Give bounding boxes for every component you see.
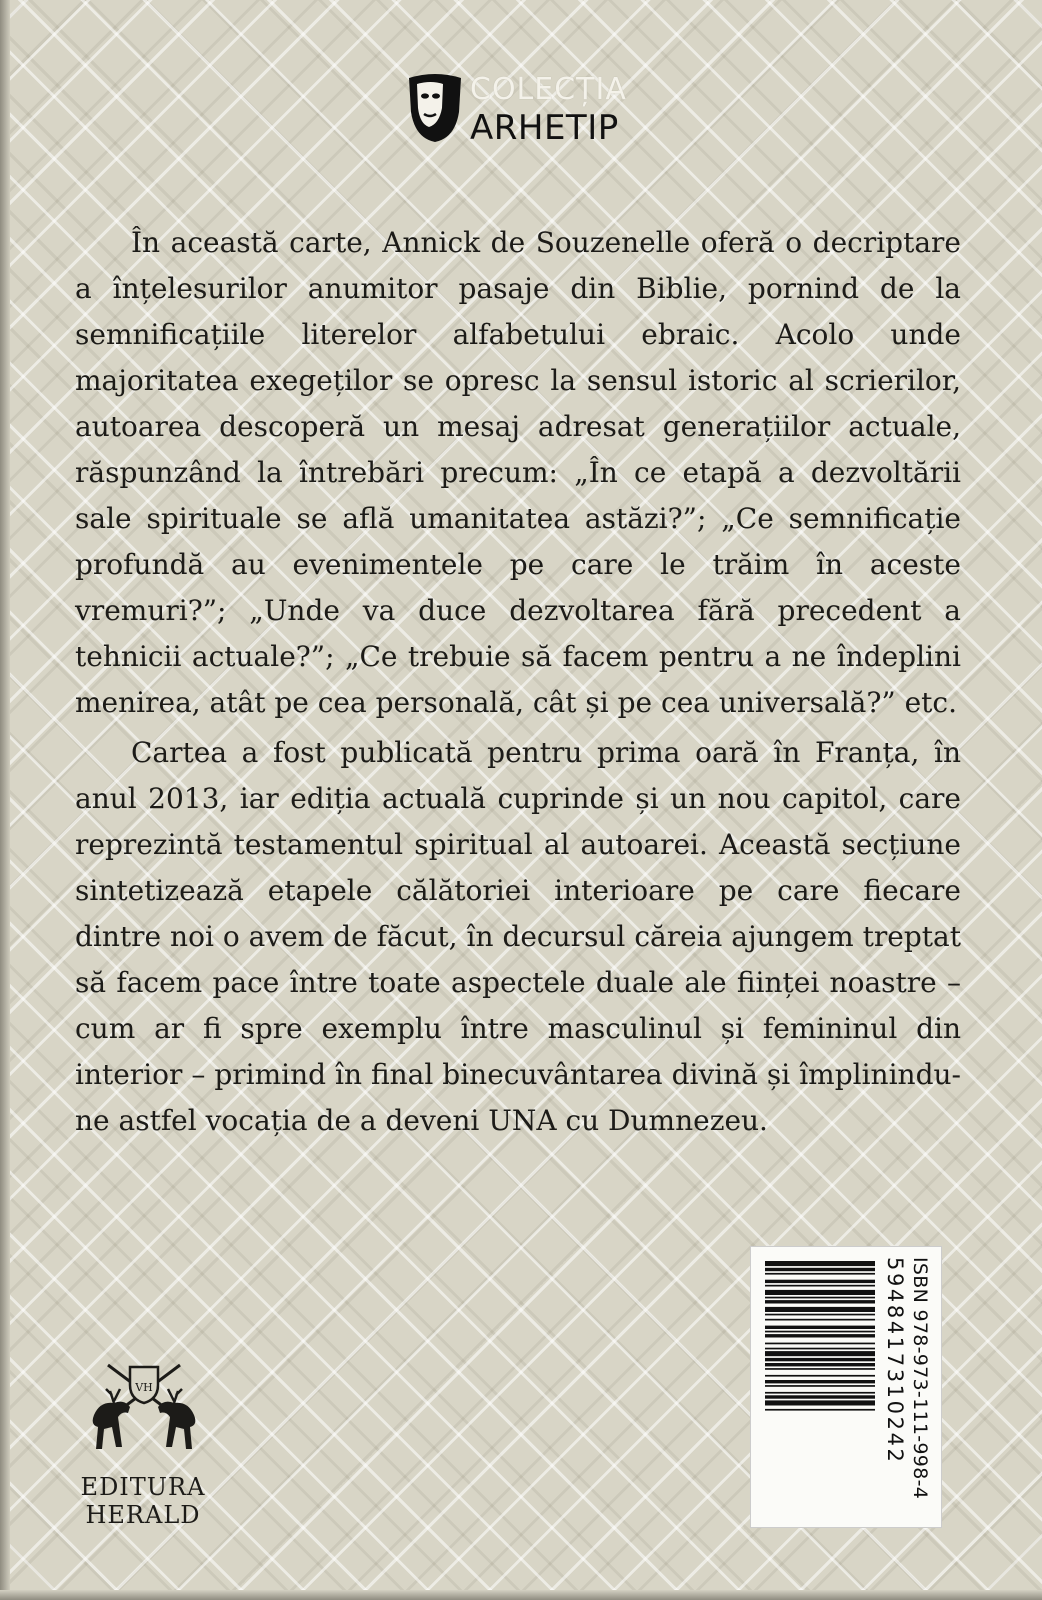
collection-label: COLECȚIA — [470, 72, 627, 107]
barcode-bar — [765, 1273, 875, 1275]
barcode-bar — [765, 1280, 875, 1283]
barcode-bar — [765, 1314, 875, 1316]
barcode-bar — [765, 1331, 875, 1333]
barcode-bar — [765, 1290, 875, 1295]
barcode-bar — [765, 1300, 875, 1303]
isbn-number: ISBN 978-973-111-998-4 — [909, 1257, 931, 1500]
barcode-bar — [765, 1334, 875, 1337]
publisher-logo — [78, 1355, 208, 1535]
barcode-bar — [765, 1319, 875, 1321]
barcode-bar — [765, 1380, 875, 1383]
barcode-bar — [765, 1285, 875, 1287]
collection-logo — [405, 70, 635, 150]
barcode-bar — [765, 1343, 875, 1345]
barcode-bar — [765, 1375, 875, 1377]
barcode-bar — [765, 1385, 875, 1387]
back-cover-blurb — [75, 220, 961, 1148]
barcode-label — [750, 1246, 942, 1528]
cover-left-edge — [0, 0, 10, 1600]
collection-title: ARHETIP — [470, 108, 619, 148]
barcode-bar — [765, 1297, 875, 1299]
barcode-rotated-group — [761, 1257, 931, 1517]
barcode-bar — [765, 1261, 875, 1266]
emblem-monogram: VH — [135, 1381, 153, 1394]
blurb-paragraph-2: Cartea a fost publicată pentru prima oară în Franța, în anul 2013, iar ediția actuală cuprinde și un nou capitol, care reprezintă testamentul spiritual al autoarei. Această secțiune sintetizează etapele călătoriei interioare pe care fiecare dintre noi o avem de făcut, în decursul căreia ajungem treptat să facem pace între toate aspectele duale ale ființei noastre – cum ar fi spre exemplu între masculinul și femininul din interior – primind în final binecuvântarea divină și împlinindu-ne astfel vocația de a deveni UNA cu Dumnezeu. — [75, 736, 961, 1137]
blurb-paragraph-1: În această carte, Annick de Souzenelle oferă o decriptare a înțelesurilor anumitor pasaje din Biblie, pornind de la semnificațiile literelor alfabetului ebraic. Acolo unde majoritatea exegeților se opresc la sensul istoric al scrierilor, autoarea descoperă un mesaj adresat generațiilor actuale, răspunzând la întrebări precum: „În ce etapă a dezvoltării sale spirituale se află umanitatea astăzi?”; „Ce semnificație profundă au evenimentele pe care le trăim în aceste vremuri?”; „Unde va duce dezvoltarea fără precedent a tehnicii actuale?”; „Ce trebuie să facem pentru a ne îndeplini menirea, atât pe cea personală, cât și pe cea universală?” etc. — [75, 226, 961, 719]
cover-bottom-edge — [0, 1590, 1042, 1600]
publisher-name-line2: HERALD — [85, 1501, 201, 1529]
barcode-bar — [765, 1392, 875, 1394]
barcode-bar — [765, 1307, 875, 1312]
barcode-bar — [765, 1351, 875, 1356]
ean-digits: 5948417310242 — [883, 1257, 907, 1465]
barcode-bar — [765, 1348, 875, 1350]
barcode-bar — [765, 1368, 875, 1370]
barcode-bar — [765, 1268, 875, 1271]
barcode-icon — [765, 1257, 875, 1517]
barcode-bar — [765, 1400, 875, 1405]
publisher-name-line1: EDITURA — [80, 1473, 206, 1501]
barcode-bar — [765, 1409, 875, 1411]
barcode-bar — [765, 1395, 875, 1398]
barcode-bar — [765, 1363, 875, 1366]
barcode-bar — [765, 1326, 875, 1329]
theater-mask-icon — [405, 72, 465, 144]
barcode-bar — [765, 1358, 875, 1361]
heraldic-deer-emblem-icon — [86, 1355, 202, 1459]
